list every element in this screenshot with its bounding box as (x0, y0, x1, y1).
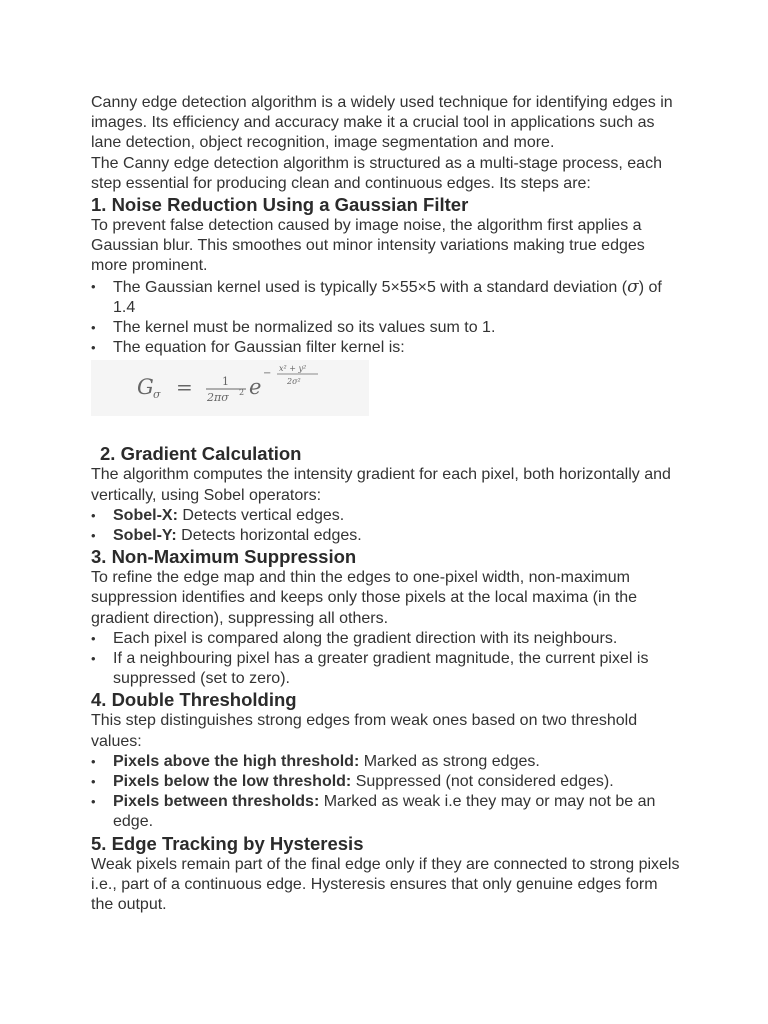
list-item (91, 752, 681, 772)
bullet-label: Pixels below the low threshold: (113, 773, 352, 791)
section-4-paragraph: This step distinguishes strong edges from weak ones based on two threshold values: (91, 712, 638, 750)
bullet-text: The Gaussian kernel used is typically 5×55×5 with a standard deviation ( (113, 278, 628, 296)
gaussian-formula-image (91, 360, 369, 416)
section-5-heading: 5. Edge Tracking by Hysteresis (91, 832, 364, 854)
section-2-list (91, 506, 681, 546)
formula-denominator-exponent: 2 (239, 388, 245, 398)
section-3-paragraph: To refine the edge map and thin the edges to one-pixel width, non-maximum suppression identifies and keeps only those pixels at the local maxima (in the gradient direction), suppressing all others. (91, 569, 638, 627)
bullet-text: Marked as strong edges. (359, 752, 540, 770)
list-item: • The equation for Gaussian filter kernel is: (91, 338, 681, 358)
section-4-list (91, 752, 681, 833)
section-2-heading: 2. Gradient Calculation (100, 443, 302, 465)
list-item (91, 506, 681, 526)
bullet-text: Suppressed (not considered edges). (351, 773, 614, 791)
intro-paragraph-2: The Canny edge detection algorithm is structured as a multi-stage process, each step essential for producing clean and continuous edges. Its steps are: (91, 154, 662, 192)
bullet-text: Marked as weak i.e they may or may not be an edge. (113, 793, 656, 831)
bullet-label: Pixels between thresholds: (113, 793, 320, 811)
bullet-text: ) of 1.4 (113, 278, 662, 316)
formula-exponent-denominator: 2σ² (287, 377, 301, 387)
bullet-text: Detects horizontal edges. (176, 527, 362, 545)
list-item (91, 792, 681, 832)
formula-equals: = (176, 375, 193, 400)
sigma-symbol: σ (627, 276, 639, 297)
section-5-paragraph: Weak pixels remain part of the final edge only if they are connected to strong pixels i.e., part of a continuous edge. Hysteresis ensures that only genuine edges form the output. (91, 855, 680, 914)
section-3-list (91, 629, 681, 690)
section-1-heading: 1. Noise Reduction Using a Gaussian Filter (91, 194, 469, 216)
list-item (91, 772, 681, 792)
formula-numerator: 1 (222, 375, 229, 389)
formula-base: e (249, 375, 262, 400)
bullet-label: Sobel-X: (113, 506, 178, 524)
bullet-label: Sobel-Y: (113, 527, 177, 545)
formula-lhs-subscript: σ (153, 388, 161, 402)
list-item: • The kernel must be normalized so its values sum to 1. (91, 318, 681, 338)
list-item (91, 277, 681, 318)
section-1-paragraph: To prevent false detection caused by image noise, the algorithm first applies a Gaussian blur. This smoothes out minor intensity variations making true edges more prominent. (91, 217, 645, 275)
section-1-list (91, 277, 681, 359)
formula-exponent-numerator: x² + y² (279, 364, 307, 374)
bullet-label: Pixels above the high threshold: (113, 752, 360, 770)
section-2-paragraph: The algorithm computes the intensity gradient for each pixel, both horizontally and vertically, using Sobel operators: (91, 466, 671, 504)
section-4-heading: 4. Double Thresholding (91, 689, 297, 711)
intro-paragraph-1: Canny edge detection algorithm is a widely used technique for identifying edges in images. Its efficiency and accuracy make it a crucial tool in applications such as lane detection, object recognition, image segmentation and more. (91, 94, 673, 152)
formula-denominator: 2πσ (207, 391, 229, 405)
list-item (91, 526, 681, 546)
list-item: • If a neighbouring pixel has a greater gradient magnitude, the current pixel is suppressed (set to zero). (91, 649, 681, 689)
document-body (91, 93, 681, 915)
formula-exponent-sign: − (263, 368, 272, 380)
section-3-heading: 3. Non-Maximum Suppression (91, 546, 357, 568)
bullet-text: Detects vertical edges. (177, 506, 345, 524)
formula-lhs: G (137, 375, 154, 400)
list-item: • Each pixel is compared along the gradient direction with its neighbours. (91, 629, 681, 649)
